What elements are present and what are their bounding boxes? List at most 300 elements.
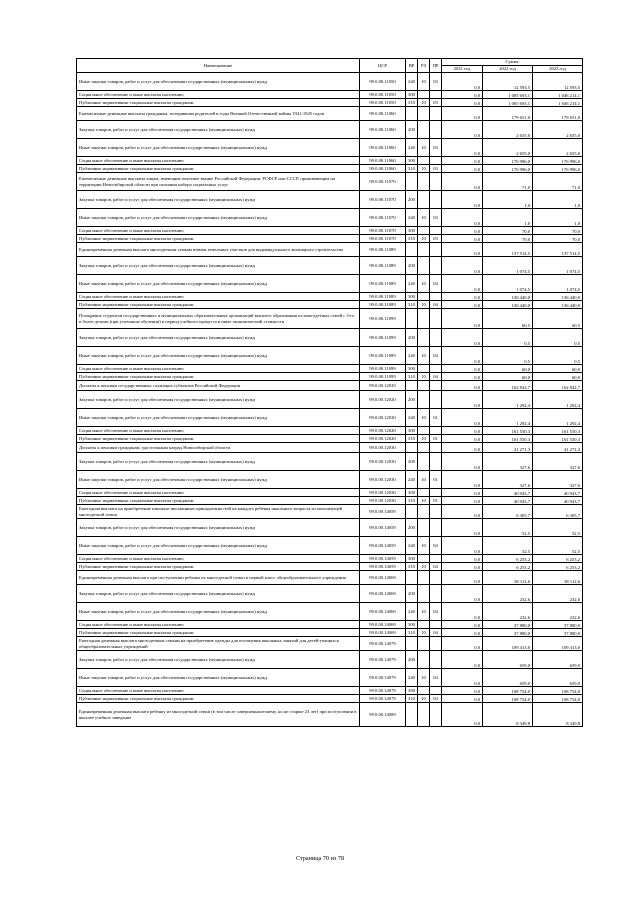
cell-2021: 0,0: [442, 453, 483, 471]
cell-2022: 1 005 693,1: [483, 91, 533, 99]
cell-vr: [406, 571, 418, 585]
cell-csr: 99.0.00.14079: [360, 695, 406, 703]
table-row: [77, 651, 583, 669]
cell-2021: 0,0: [442, 443, 483, 453]
cell-csr: 99.0.00.12030: [360, 497, 406, 505]
cell-pr: [430, 91, 442, 99]
cell-rz: [418, 505, 430, 519]
cell-2022: 2 655,0: [483, 121, 533, 139]
cell-vr: 300: [406, 427, 418, 435]
cell-name: Иные закупки товаров, работ и услуг для обеспечения государственных (муниципальных) нужд: [77, 275, 360, 293]
cell-name: Закупка товаров, работ и услуг для обеспечения государственных (муниципальных) нужд: [77, 519, 360, 537]
cell-pr: [430, 651, 442, 669]
table-row: [77, 471, 583, 489]
cell-2022: 40 943,7: [483, 489, 533, 497]
header-pr: ПР: [430, 59, 442, 73]
cell-vr: 200: [406, 191, 418, 209]
table-row: [77, 309, 583, 329]
cell-vr: 200: [406, 651, 418, 669]
cell-csr: 99.0.00.11099: [360, 309, 406, 329]
cell-2021: 0,0: [442, 537, 483, 555]
cell-2023: 40 943,7: [533, 497, 583, 505]
cell-vr: [406, 107, 418, 121]
cell-2023: 1,0: [533, 191, 583, 209]
cell-2022: 2 655,0: [483, 139, 533, 157]
cell-pr: [430, 309, 442, 329]
cell-2021: 0,0: [442, 373, 483, 381]
table-row: [77, 373, 583, 381]
cell-csr: 99.0.00.11060: [360, 139, 406, 157]
cell-2022: 161 550,3: [483, 427, 533, 435]
cell-2022: 40 943,7: [483, 497, 533, 505]
cell-pr: [430, 173, 442, 191]
cell-csr: 99.0.00.14069: [360, 603, 406, 621]
table-row: [77, 275, 583, 293]
cell-vr: 310: [406, 235, 418, 243]
cell-pr: 04: [430, 563, 442, 571]
cell-name: Публичные нормативные социальные выплаты гражданам: [77, 373, 360, 381]
table-row: [77, 427, 583, 435]
cell-csr: 99.0.00.14059: [360, 519, 406, 537]
cell-vr: 310: [406, 695, 418, 703]
cell-rz: [418, 173, 430, 191]
cell-2021: 0,0: [442, 91, 483, 99]
cell-pr: 04: [430, 629, 442, 637]
table-row: [77, 73, 583, 91]
cell-vr: 310: [406, 629, 418, 637]
cell-name: Публичные нормативные социальные выплаты гражданам: [77, 301, 360, 309]
cell-2022: 6 253,2: [483, 563, 533, 571]
cell-2023: 0,5: [533, 347, 583, 365]
cell-name: Социальное обеспечение и иные выплаты населению: [77, 427, 360, 435]
cell-pr: 04: [430, 603, 442, 621]
cell-2022: 108 754,0: [483, 695, 533, 703]
cell-2022: 136 440,0: [483, 301, 533, 309]
cell-name: Иные закупки товаров, работ и услуг для обеспечения государственных (муниципальных) нужд: [77, 73, 360, 91]
cell-rz: [418, 243, 430, 257]
table-body: [77, 73, 583, 727]
cell-2021: 0,0: [442, 301, 483, 309]
cell-rz: [418, 329, 430, 347]
header-rz: РЗ: [418, 59, 430, 73]
cell-2023: 2 655,0: [533, 139, 583, 157]
cell-pr: 03: [430, 165, 442, 173]
cell-2022: 70,0: [483, 235, 533, 243]
cell-pr: [430, 427, 442, 435]
table-row: [77, 209, 583, 227]
cell-rz: 10: [418, 629, 430, 637]
cell-2022: 41 271,3: [483, 443, 533, 453]
cell-name: Публичные нормативные социальные выплаты гражданам: [77, 165, 360, 173]
cell-name: Иные закупки товаров, работ и услуг для обеспечения государственных (муниципальных) нужд: [77, 139, 360, 157]
cell-2021: 0,0: [442, 505, 483, 519]
cell-csr: 99.0.00.14079: [360, 669, 406, 687]
cell-rz: [418, 453, 430, 471]
cell-csr: 99.0.00.11060: [360, 157, 406, 165]
cell-pr: [430, 157, 442, 165]
cell-rz: [418, 443, 430, 453]
cell-vr: 240: [406, 347, 418, 365]
cell-2023: 136 440,0: [533, 301, 583, 309]
cell-name: Иные закупки товаров, работ и услуг для обеспечения государственных (муниципальных) нужд: [77, 537, 360, 555]
cell-csr: 99.0.00.11089: [360, 243, 406, 257]
cell-vr: 310: [406, 373, 418, 381]
cell-2021: 0,0: [442, 695, 483, 703]
cell-csr: 99.0.00.14059: [360, 555, 406, 563]
table-row: [77, 435, 583, 443]
cell-2021: 0,0: [442, 585, 483, 603]
cell-csr: 99.0.00.11070: [360, 227, 406, 235]
cell-pr: [430, 443, 442, 453]
cell-name: Закупка товаров, работ и услуг для обеспечения государственных (муниципальных) нужд: [77, 191, 360, 209]
cell-2023: 2 655,0: [533, 121, 583, 139]
cell-name: Закупка товаров, работ и услуг для обеспечения государственных (муниципальных) нужд: [77, 391, 360, 409]
cell-csr: 99.0.00.14069: [360, 571, 406, 585]
cell-2023: 52,5: [533, 519, 583, 537]
cell-2022: 71,0: [483, 173, 533, 191]
cell-2021: 0,0: [442, 157, 483, 165]
cell-pr: [430, 107, 442, 121]
cell-vr: 300: [406, 293, 418, 301]
cell-2023: 70,0: [533, 227, 583, 235]
cell-2022: 162 842,7: [483, 381, 533, 391]
cell-2022: 52,5: [483, 519, 533, 537]
cell-csr: 99.0.00.14069: [360, 621, 406, 629]
cell-pr: [430, 703, 442, 727]
cell-pr: [430, 585, 442, 603]
cell-vr: 310: [406, 563, 418, 571]
cell-2021: 0,0: [442, 139, 483, 157]
cell-2021: 0,0: [442, 471, 483, 489]
cell-rz: [418, 391, 430, 409]
cell-name: Единовременная денежная выплата при поступлении ребенка из многодетной семьи в первый класс общеобразовательного учреждения: [77, 571, 360, 585]
cell-vr: 240: [406, 73, 418, 91]
cell-2023: 6 253,2: [533, 555, 583, 563]
cell-2023: 176 996,0: [533, 157, 583, 165]
cell-csr: 99.0.00.11099: [360, 373, 406, 381]
cell-vr: [406, 505, 418, 519]
cell-csr: 99.0.00.12030: [360, 489, 406, 497]
cell-2021: 0,0: [442, 703, 483, 727]
cell-2023: 8 349,8: [533, 703, 583, 727]
cell-rz: [418, 381, 430, 391]
cell-rz: [418, 191, 430, 209]
cell-2022: 659,0: [483, 669, 533, 687]
cell-name: Единовременная денежная выплата многодетным семьям взамен земельных участков для индивидуального жилищного строительства: [77, 243, 360, 257]
cell-vr: 200: [406, 329, 418, 347]
cell-2022: 232,6: [483, 603, 533, 621]
cell-2023: 6 253,2: [533, 563, 583, 571]
cell-2021: 0,0: [442, 391, 483, 409]
cell-2023: 1 292,4: [533, 391, 583, 409]
cell-csr: 99.0.00.11070: [360, 191, 406, 209]
cell-rz: 10: [418, 73, 430, 91]
cell-vr: [406, 243, 418, 257]
cell-vr: 200: [406, 585, 418, 603]
cell-2023: 1 292,4: [533, 409, 583, 427]
cell-csr: 99.0.00.11099: [360, 329, 406, 347]
table-row: [77, 555, 583, 563]
cell-2023: 327,6: [533, 471, 583, 489]
cell-csr: 99.0.00.12020: [360, 391, 406, 409]
cell-2021: 0,0: [442, 381, 483, 391]
cell-pr: [430, 381, 442, 391]
cell-2023: 41 271,3: [533, 443, 583, 453]
cell-2023: 12 593,5: [533, 73, 583, 91]
cell-csr: 99.0.00.12020: [360, 409, 406, 427]
cell-rz: [418, 365, 430, 373]
cell-csr: 99.0.00.14079: [360, 637, 406, 651]
cell-2022: 232,6: [483, 585, 533, 603]
cell-pr: 04: [430, 537, 442, 555]
cell-2022: 6 305,7: [483, 505, 533, 519]
cell-vr: 300: [406, 687, 418, 695]
cell-csr: 99.0.00.11050: [360, 73, 406, 91]
cell-pr: 04: [430, 347, 442, 365]
cell-csr: 99.0.00.12030: [360, 453, 406, 471]
cell-vr: 300: [406, 555, 418, 563]
cell-name: Публичные нормативные социальные выплаты гражданам: [77, 435, 360, 443]
cell-name: Ежегодная выплата на приобретение школьно-письменных принадлежностей на каждого ребенка школьного возраста из малоимущей многодетной семьи: [77, 505, 360, 519]
cell-2021: 0,0: [442, 107, 483, 121]
header-year-2021: 2021 год: [442, 66, 483, 73]
cell-vr: 200: [406, 391, 418, 409]
cell-2022: 1 292,4: [483, 391, 533, 409]
cell-2022: 1 074,5: [483, 275, 533, 293]
cell-vr: 310: [406, 165, 418, 173]
cell-2023: 70,0: [533, 235, 583, 243]
table-row: [77, 121, 583, 139]
table-row: [77, 669, 583, 687]
table-row: [77, 301, 583, 309]
cell-csr: 99.0.00.14069: [360, 585, 406, 603]
cell-csr: 99.0.00.11060: [360, 107, 406, 121]
table-row: [77, 585, 583, 603]
cell-vr: 240: [406, 537, 418, 555]
cell-name: Иные закупки товаров, работ и услуг для обеспечения государственных (муниципальных) нужд: [77, 669, 360, 687]
cell-2021: 0,0: [442, 257, 483, 275]
cell-2023: 232,6: [533, 585, 583, 603]
table-row: [77, 703, 583, 727]
cell-pr: [430, 243, 442, 257]
cell-rz: [418, 157, 430, 165]
cell-2023: 1 074,5: [533, 257, 583, 275]
header-csr: ЦСР: [360, 59, 406, 73]
cell-2023: 108 754,0: [533, 695, 583, 703]
cell-vr: [406, 637, 418, 651]
cell-rz: 10: [418, 537, 430, 555]
cell-2021: 0,0: [442, 99, 483, 107]
cell-2023: 1 046 214,1: [533, 99, 583, 107]
cell-csr: 99.0.00.12020: [360, 427, 406, 435]
cell-2023: 109 413,0: [533, 637, 583, 651]
cell-name: Социальное обеспечение и иные выплаты населению: [77, 293, 360, 301]
cell-rz: [418, 555, 430, 563]
cell-name: Закупка товаров, работ и услуг для обеспечения государственных (муниципальных) нужд: [77, 453, 360, 471]
cell-2022: 1,0: [483, 209, 533, 227]
table-row: [77, 165, 583, 173]
cell-rz: [418, 489, 430, 497]
table-row: [77, 173, 583, 191]
cell-2022: 0,5: [483, 329, 533, 347]
cell-rz: [418, 91, 430, 99]
cell-2022: 327,6: [483, 453, 533, 471]
header-year-2022: 2022 год: [483, 66, 533, 73]
cell-csr: 99.0.00.11050: [360, 91, 406, 99]
cell-2023: 52,5: [533, 537, 583, 555]
cell-name: Социальное обеспечение и иные выплаты населению: [77, 91, 360, 99]
cell-2022: 137 514,5: [483, 243, 533, 257]
table-row: [77, 391, 583, 409]
cell-pr: 03: [430, 209, 442, 227]
cell-pr: [430, 391, 442, 409]
cell-csr: 99.0.00.11070: [360, 173, 406, 191]
cell-2021: 0,0: [442, 427, 483, 435]
cell-2022: 1 074,5: [483, 257, 533, 275]
cell-vr: 300: [406, 489, 418, 497]
cell-vr: [406, 309, 418, 329]
cell-vr: [406, 173, 418, 191]
cell-vr: 240: [406, 409, 418, 427]
table-row: [77, 381, 583, 391]
cell-2021: 0,0: [442, 347, 483, 365]
table-row: [77, 637, 583, 651]
cell-2022: 12 593,5: [483, 73, 533, 91]
cell-vr: 310: [406, 99, 418, 107]
cell-2022: 136 440,0: [483, 293, 533, 301]
table-row: [77, 139, 583, 157]
cell-vr: 310: [406, 497, 418, 505]
cell-vr: 240: [406, 603, 418, 621]
cell-name: Публичные нормативные социальные выплаты гражданам: [77, 99, 360, 107]
cell-2021: 0,0: [442, 519, 483, 537]
cell-pr: [430, 571, 442, 585]
cell-pr: 04: [430, 275, 442, 293]
table-row: [77, 329, 583, 347]
cell-2022: 37 880,0: [483, 621, 533, 629]
header-vr: ВР: [406, 59, 418, 73]
cell-pr: 04: [430, 695, 442, 703]
cell-rz: [418, 309, 430, 329]
table-row: [77, 629, 583, 637]
cell-name: Ежемесячные денежные выплаты гражданам, потерявшим родителей в годы Великой Отечественной войны 1941-1945 годов: [77, 107, 360, 121]
cell-vr: 300: [406, 91, 418, 99]
cell-2021: 0,0: [442, 669, 483, 687]
cell-rz: [418, 571, 430, 585]
table-row: [77, 443, 583, 453]
cell-2022: 108 754,0: [483, 687, 533, 695]
cell-csr: 99.0.00.11060: [360, 165, 406, 173]
cell-2023: 136 440,0: [533, 293, 583, 301]
cell-2022: 1 292,4: [483, 409, 533, 427]
page-number: Страница 70 из 78: [295, 855, 345, 862]
cell-2021: 0,0: [442, 435, 483, 443]
cell-2021: 0,0: [442, 603, 483, 621]
cell-csr: 99.0.00.14069: [360, 629, 406, 637]
cell-2023: 161 550,3: [533, 427, 583, 435]
cell-2022: 60,0: [483, 365, 533, 373]
cell-pr: [430, 637, 442, 651]
cell-rz: [418, 703, 430, 727]
cell-rz: [418, 585, 430, 603]
cell-rz: [418, 257, 430, 275]
cell-2023: 38 112,6: [533, 571, 583, 585]
table-row: [77, 563, 583, 571]
cell-pr: [430, 257, 442, 275]
cell-2023: 659,0: [533, 669, 583, 687]
cell-2022: 176 996,0: [483, 165, 533, 173]
cell-2023: 71,0: [533, 173, 583, 191]
cell-vr: 200: [406, 121, 418, 139]
cell-2023: 108 754,0: [533, 687, 583, 695]
table-row: [77, 157, 583, 165]
cell-csr: 99.0.00.12030: [360, 471, 406, 489]
cell-2021: 0,0: [442, 227, 483, 235]
cell-csr: 99.0.00.14059: [360, 505, 406, 519]
cell-csr: 99.0.00.11070: [360, 209, 406, 227]
cell-2023: 162 842,7: [533, 381, 583, 391]
cell-pr: 01: [430, 471, 442, 489]
cell-name: Социальное обеспечение и иные выплаты населению: [77, 157, 360, 165]
cell-2021: 0,0: [442, 687, 483, 695]
cell-rz: 10: [418, 275, 430, 293]
cell-pr: [430, 519, 442, 537]
cell-rz: 10: [418, 409, 430, 427]
cell-name: Закупка товаров, работ и услуг для обеспечения государственных (муниципальных) нужд: [77, 651, 360, 669]
cell-rz: 10: [418, 165, 430, 173]
cell-2022: 0,5: [483, 347, 533, 365]
table-row: [77, 191, 583, 209]
cell-2022: 52,5: [483, 537, 533, 555]
cell-2023: 1 074,5: [533, 275, 583, 293]
cell-csr: 99.0.00.11089: [360, 275, 406, 293]
cell-2021: 0,0: [442, 73, 483, 91]
cell-vr: 240: [406, 669, 418, 687]
cell-vr: 300: [406, 227, 418, 235]
cell-2022: 1 005 693,1: [483, 99, 533, 107]
cell-2023: 161 550,3: [533, 435, 583, 443]
cell-name: Социальное обеспечение и иные выплаты населению: [77, 489, 360, 497]
cell-2022: 60,5: [483, 309, 533, 329]
cell-pr: [430, 505, 442, 519]
cell-rz: 10: [418, 139, 430, 157]
cell-pr: [430, 121, 442, 139]
budget-table: [76, 58, 583, 727]
cell-rz: [418, 621, 430, 629]
cell-2022: 327,6: [483, 471, 533, 489]
cell-pr: [430, 621, 442, 629]
cell-rz: 10: [418, 471, 430, 489]
cell-2023: 232,6: [533, 603, 583, 621]
cell-2022: 109 413,0: [483, 637, 533, 651]
cell-vr: 300: [406, 365, 418, 373]
table-row: [77, 293, 583, 301]
cell-2021: 0,0: [442, 651, 483, 669]
cell-rz: 10: [418, 99, 430, 107]
cell-csr: 99.0.00.11099: [360, 365, 406, 373]
cell-2021: 0,0: [442, 409, 483, 427]
cell-name: Иные закупки товаров, работ и услуг для обеспечения государственных (муниципальных) нужд: [77, 209, 360, 227]
cell-2023: 60,5: [533, 309, 583, 329]
cell-vr: [406, 703, 418, 727]
cell-2022: 179 651,0: [483, 107, 533, 121]
cell-pr: [430, 227, 442, 235]
cell-2023: 6 305,7: [533, 505, 583, 519]
cell-vr: 200: [406, 519, 418, 537]
header-year-2023: 2023 год: [533, 66, 583, 73]
table-row: [77, 107, 583, 121]
cell-pr: 03: [430, 235, 442, 243]
